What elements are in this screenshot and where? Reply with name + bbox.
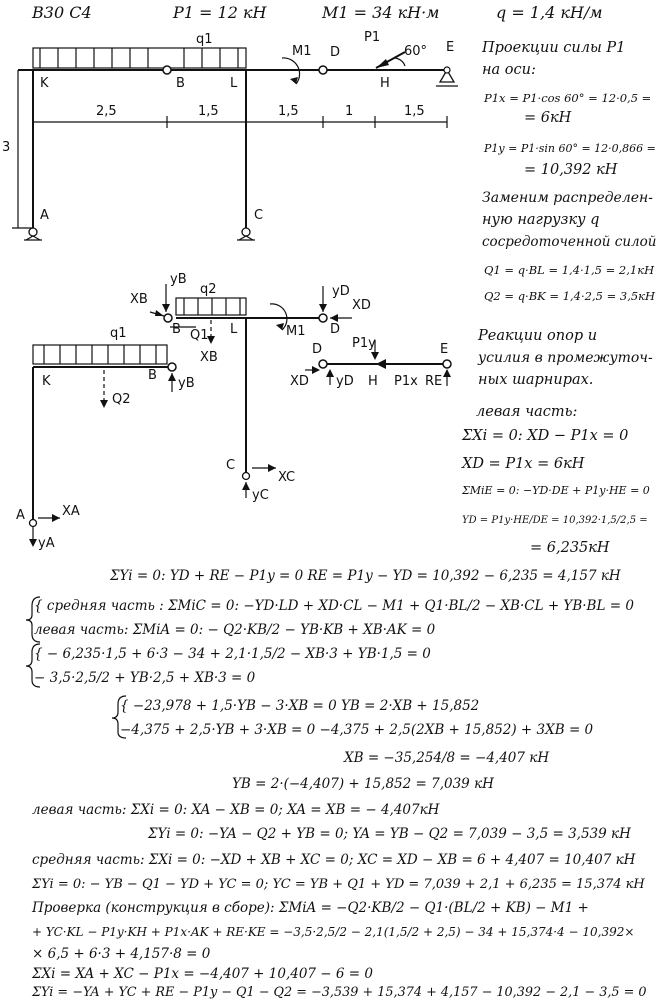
right-p1x-label: P1x — [394, 374, 418, 389]
middle-yc-label: yC — [252, 488, 269, 503]
equation-line-15: + YC·KL − P1y·KH + P1x·AK + RE·KE = −3,5·2,5/2 − 2,1(1,5/2 + 2,5) − 34 + 15,374·4 − 10,392× — [32, 925, 635, 939]
left-xa-label: XA — [62, 504, 80, 519]
equation-line-5: − 3,5·2,5/2 + YB·2,5 + XB·3 = 0 — [34, 670, 256, 686]
equation-line-3: левая часть: ΣMiA = 0: − Q2·KB/2 − YB·KB + XB·AK = 0 — [34, 622, 436, 638]
note-line-9: сосредоточенной силой — [482, 234, 657, 250]
note-line-14: ных шарнирах. — [478, 372, 594, 388]
equation-line-12: средняя часть: ΣXi = 0: −XD + XB + XC = 0; XC = XD − XB = 6 + 4,407 = 10,407 кН — [32, 852, 636, 868]
variant-title: В30 С4 — [32, 3, 92, 22]
middle-part-diagram — [150, 284, 352, 498]
angle-label: 60° — [404, 44, 428, 59]
right-re-label: RE — [425, 374, 443, 389]
note-line-4: = 6кН — [524, 110, 572, 126]
middle-d-label: D — [330, 322, 341, 337]
right-h-label: H — [368, 374, 378, 389]
equation-line-16: × 6,5 + 6·3 + 4,157·8 = 0 — [32, 946, 211, 962]
middle-xb2-label: XB — [200, 350, 218, 365]
equation-line-4: { − 6,235·1,5 + 6·3 − 34 + 2,1·1,5/2 − XB·3 + YB·1,5 = 0 — [34, 646, 431, 662]
middle-l-label: L — [230, 322, 238, 337]
dimension-bl: 1,5 — [198, 104, 219, 119]
equation-line-10: левая часть: ΣXi = 0: XA − XB = 0; XA = XB = − 4,407кН — [32, 802, 440, 818]
dimension-he: 1,5 — [404, 104, 425, 119]
equation-line-11: ΣYi = 0: −YA − Q2 + YB = 0; YA = YB − Q2 = 7,039 − 3,5 = 3,539 кН — [148, 826, 631, 842]
note-line-5: P1y = P1·sin 60° = 12·0,866 = — [484, 142, 656, 155]
equation-line-18: ΣYi = −YA + YC + RE − P1y − Q1 − Q2 = −3,539 + 15,374 + 4,157 − 10,392 − 2,1 − 3,5 = 0 — [32, 985, 647, 1000]
middle-q2-label: q2 — [200, 282, 217, 297]
note-line-13: усилия в промежуточ- — [478, 350, 653, 366]
note-line-16: ΣXi = 0: XD − P1x = 0 — [462, 428, 629, 444]
note-line-6: = 10,392 кН — [524, 162, 618, 178]
middle-xd-label: XD — [352, 298, 371, 313]
node-c-label: C — [254, 208, 264, 223]
equation-line-2: { средняя часть : ΣMiC = 0: −YD·LD + XD·CL − M1 + Q1·BL/2 − XB·CL + YB·BL = 0 — [34, 598, 634, 614]
middle-m1-label: M1 — [286, 324, 306, 339]
dimension-dh: 1 — [345, 104, 354, 119]
note-line-3: P1x = P1·cos 60° = 12·0,5 = — [484, 91, 652, 105]
equation-line-8: XB = −35,254/8 = −4,407 кН — [344, 750, 550, 766]
equation-line-13: ΣYi = 0: − YB − Q1 − YD + YC = 0; YC = YB + Q1 + YD = 7,039 + 2,1 + 6,235 = 15,374 кН — [32, 877, 645, 892]
equation-line-7: −4,375 + 2,5·YB + 3·XB = 0 −4,375 + 2,5(2XB + 15,852) + 3XB = 0 — [120, 722, 594, 738]
left-a-label: A — [16, 508, 25, 523]
note-line-12: Реакции опор и — [478, 328, 598, 344]
node-a-label: A — [40, 208, 49, 223]
equation-line-6: { −23,978 + 1,5·YB − 3·XB = 0 YB = 2·XB + 15,852 — [120, 698, 480, 714]
note-line-17: XD = P1x = 6кН — [462, 456, 585, 472]
equation-line-1: ΣYi = 0: YD + RE − P1y = 0 RE = P1y − YD = 10,392 − 6,235 = 4,157 кН — [110, 568, 621, 584]
node-b-label: B — [176, 76, 185, 91]
node-e-label: E — [446, 40, 455, 55]
moment-m1-label: M1 — [292, 44, 312, 59]
right-e-label: E — [440, 342, 449, 357]
note-line-15: левая часть: — [476, 404, 578, 420]
middle-xb-label: XB — [130, 292, 148, 307]
dimension-kb: 2,5 — [96, 104, 117, 119]
note-line-11: Q2 = q·BK = 1,4·2,5 = 3,5кН — [484, 289, 656, 303]
middle-yb-label: yB — [170, 272, 187, 287]
left-k-label: K — [42, 374, 51, 389]
node-l-label: L — [230, 76, 238, 91]
note-line-1: Проекции силы P1 — [482, 40, 626, 56]
load-q-value: q = 1,4 кН/м — [496, 3, 603, 22]
load-q1-label: q1 — [196, 32, 213, 47]
note-line-10: Q1 = q·BL = 1,4·1,5 = 2,1кН — [484, 263, 655, 277]
middle-xc-label: XC — [278, 470, 296, 485]
middle-q1-label: Q1 — [190, 328, 209, 343]
equation-line-9: YB = 2·(−4,407) + 15,852 = 7,039 кН — [232, 776, 494, 792]
force-p1-value: P1 = 12 кН — [173, 3, 267, 22]
left-q2-label: Q2 — [112, 392, 131, 407]
left-yb-label: yB — [178, 376, 195, 391]
dimension-ld: 1,5 — [278, 104, 299, 119]
left-q1-label: q1 — [110, 326, 127, 341]
note-line-2: на оси: — [482, 62, 536, 78]
moment-m1-value: M1 = 34 кН·м — [322, 3, 440, 22]
middle-c-label: C — [226, 458, 236, 473]
right-xd-label: XD — [290, 374, 309, 389]
left-ya-label: yA — [38, 536, 55, 551]
node-h-label: H — [380, 76, 390, 91]
note-line-19: YD = P1y·HE/DE = 10,392·1,5/2,5 = — [462, 515, 648, 526]
note-line-7: Заменим распределен- — [482, 190, 653, 206]
middle-yd-label: yD — [332, 284, 350, 299]
note-line-18: ΣMiE = 0: −YD·DE + P1y·HE = 0 — [462, 484, 650, 497]
middle-b-label: B — [172, 322, 181, 337]
right-yd-label: yD — [336, 374, 354, 389]
right-d-label: D — [312, 342, 323, 357]
node-d-label: D — [330, 45, 341, 60]
force-p1-label: P1 — [364, 30, 381, 45]
note-line-20: = 6,235кН — [530, 540, 610, 556]
dimension-height: 3 — [2, 140, 11, 155]
left-b-label: B — [148, 368, 157, 383]
node-k-label: K — [40, 76, 49, 91]
equation-line-14: Проверка (конструкция в сборе): ΣMiA = −Q2·KB/2 − Q1·(BL/2 + KB) − M1 + — [32, 900, 589, 916]
equation-braces — [26, 597, 126, 738]
note-line-8: ную нагрузку q — [482, 212, 600, 228]
right-p1y-label: P1y — [352, 336, 376, 351]
equation-line-17: ΣXi = XA + XC − P1x = −4,407 + 10,407 − 6 = 0 — [32, 966, 373, 982]
